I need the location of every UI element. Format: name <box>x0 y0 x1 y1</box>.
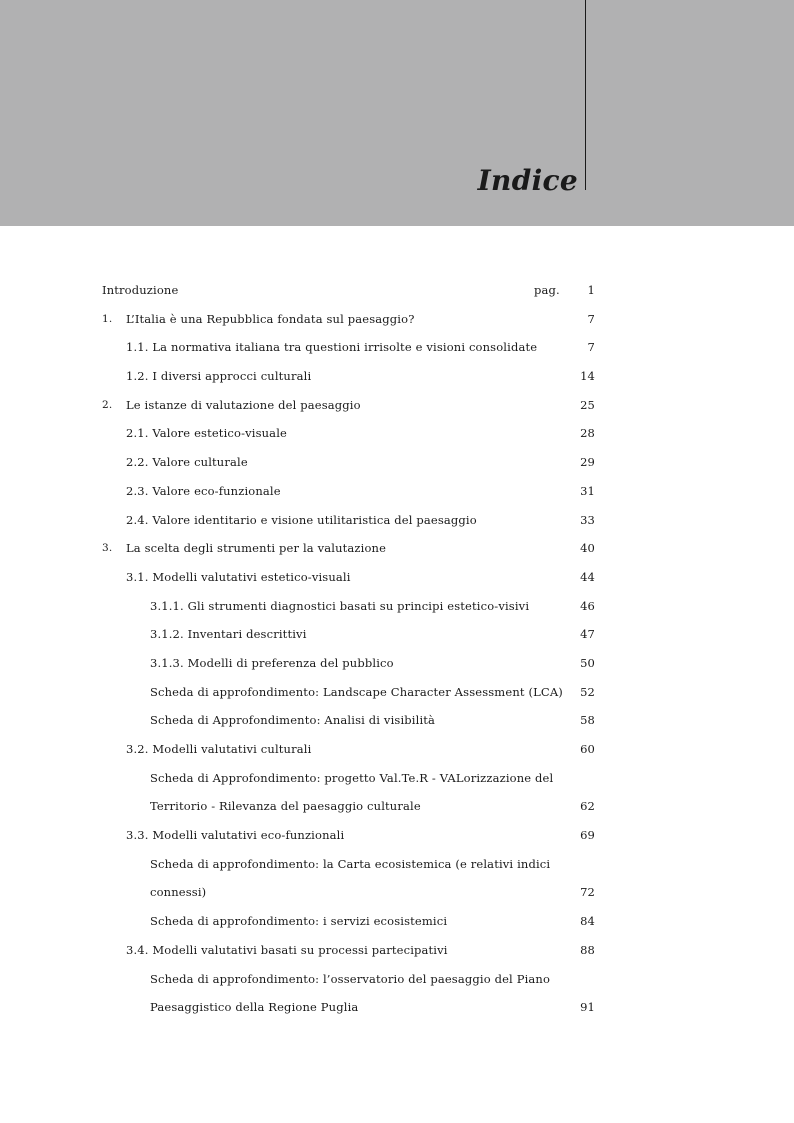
toc-entry-introduction[interactable] <box>0 276 794 305</box>
toc-entry-scheda-continued[interactable] <box>0 878 794 907</box>
toc-entry-title: 2.3. Valore eco-funzionale <box>126 483 281 498</box>
toc-entry-section[interactable] <box>0 362 794 391</box>
toc-entry-title: Scheda di approfondimento: i servizi ecosistemici <box>150 914 448 929</box>
toc-entry-scheda[interactable] <box>0 764 794 793</box>
toc-page-number: 69 <box>580 828 595 843</box>
toc-page-number: 60 <box>580 742 595 756</box>
toc-entry-title: 3.3. Modelli valutativi eco-funzionali <box>126 828 345 843</box>
toc-entry-scheda[interactable] <box>0 706 794 735</box>
toc-entry-section[interactable] <box>0 506 794 535</box>
toc-page-number: 58 <box>580 713 595 728</box>
toc-entry-section[interactable] <box>0 735 794 764</box>
toc-entry-title: 3.1. Modelli valutativi estetico-visuali <box>126 569 351 584</box>
toc-entry-title: Territorio - Rilevanza del paesaggio culturale <box>150 799 421 814</box>
page-title: Indice <box>477 164 578 197</box>
toc-entry-scheda[interactable] <box>0 850 794 879</box>
header-band <box>0 0 794 226</box>
toc-entry-title: Scheda di approfondimento: Landscape Character Assessment (LCA) <box>150 684 563 699</box>
toc-entry-scheda-continued[interactable] <box>0 993 794 1022</box>
toc-page-number: 91 <box>580 1000 595 1015</box>
toc-page-number: 14 <box>580 369 595 384</box>
toc-entry-section[interactable] <box>0 477 794 506</box>
toc-entry-section[interactable] <box>0 936 794 965</box>
toc-page-number: 1 <box>587 283 595 297</box>
chapter-number: 3. <box>102 542 113 555</box>
table-of-contents <box>0 276 794 1022</box>
toc-entry-title: 1.2. I diversi approcci culturali <box>126 369 312 384</box>
toc-entry-title: Introduzione <box>102 283 179 297</box>
toc-entry-section[interactable] <box>0 419 794 448</box>
toc-entry-subsection[interactable] <box>0 649 794 678</box>
toc-entry-section[interactable] <box>0 448 794 477</box>
toc-entry-title: 2.1. Valore estetico-visuale <box>126 426 287 441</box>
toc-entry-section[interactable] <box>0 563 794 592</box>
toc-entry-title: 3.1.1. Gli strumenti diagnostici basati su principi estetico-visivi <box>150 598 530 613</box>
chapter-number: 1. <box>102 312 113 325</box>
toc-entry-title: 3.1.2. Inventari descrittivi <box>150 627 307 642</box>
toc-entry-chapter-2[interactable] <box>0 391 794 420</box>
toc-page-number: 7 <box>587 311 595 326</box>
toc-entry-scheda-continued[interactable] <box>0 792 794 821</box>
header-divider <box>585 0 586 190</box>
toc-entry-section[interactable] <box>0 333 794 362</box>
toc-page-number: 31 <box>580 483 595 498</box>
toc-entry-scheda[interactable] <box>0 907 794 936</box>
toc-entry-title: 3.2. Modelli valutativi culturali <box>126 742 312 756</box>
toc-entry-title: Scheda di Approfondimento: progetto Val.Te.R - VALorizzazione del <box>150 770 554 785</box>
toc-page-number: 25 <box>580 397 595 412</box>
toc-entry-title: Scheda di Approfondimento: Analisi di visibilità <box>150 713 436 728</box>
toc-entry-chapter-3[interactable] <box>0 534 794 563</box>
toc-page-number: 33 <box>580 512 595 527</box>
toc-entry-subsection[interactable] <box>0 620 794 649</box>
toc-entry-title: 2.2. Valore culturale <box>126 455 248 470</box>
toc-entry-title: La scelta degli strumenti per la valutazione <box>126 541 387 556</box>
toc-page-number: 7 <box>587 340 595 355</box>
toc-entry-chapter-1[interactable] <box>0 305 794 334</box>
toc-page-number: 84 <box>580 914 595 929</box>
toc-entry-subsection[interactable] <box>0 592 794 621</box>
toc-entry-title: Scheda di approfondimento: la Carta ecosistemica (e relativi indici <box>150 856 551 871</box>
toc-entry-title: L’Italia è una Repubblica fondata sul paesaggio? <box>126 311 415 326</box>
toc-entry-title: 2.4. Valore identitario e visione utilitaristica del paesaggio <box>126 512 477 527</box>
toc-page-number: 40 <box>580 541 595 556</box>
toc-page-number: 29 <box>580 455 595 470</box>
toc-page-number: 44 <box>580 569 595 584</box>
toc-entry-scheda[interactable] <box>0 965 794 994</box>
toc-entry-title: 3.4. Modelli valutativi basati su processi partecipativi <box>126 942 448 957</box>
toc-entry-title: Paesaggistico della Regione Puglia <box>150 1000 359 1015</box>
toc-page-number: 88 <box>580 942 595 957</box>
chapter-number: 2. <box>102 398 113 411</box>
toc-entry-title: Scheda di approfondimento: l’osservatorio del paesaggio del Piano <box>150 971 551 986</box>
toc-page-number: 50 <box>580 655 595 670</box>
toc-entry-title: connessi) <box>150 885 207 900</box>
pag-label: pag. <box>534 283 560 297</box>
toc-page-number: 52 <box>580 684 595 699</box>
toc-entry-title: 3.1.3. Modelli di preferenza del pubblico <box>150 655 394 670</box>
toc-entry-scheda[interactable] <box>0 678 794 707</box>
toc-entry-title: Le istanze di valutazione del paesaggio <box>126 397 361 412</box>
toc-page-number: 72 <box>580 885 595 900</box>
toc-page-number: 46 <box>580 598 595 613</box>
toc-page-number: 28 <box>580 426 595 441</box>
toc-page-number: 62 <box>580 799 595 814</box>
toc-entry-title: 1.1. La normativa italiana tra questioni irrisolte e visioni consolidate <box>126 340 538 355</box>
toc-page-number: 47 <box>580 627 595 642</box>
toc-entry-section[interactable] <box>0 821 794 850</box>
